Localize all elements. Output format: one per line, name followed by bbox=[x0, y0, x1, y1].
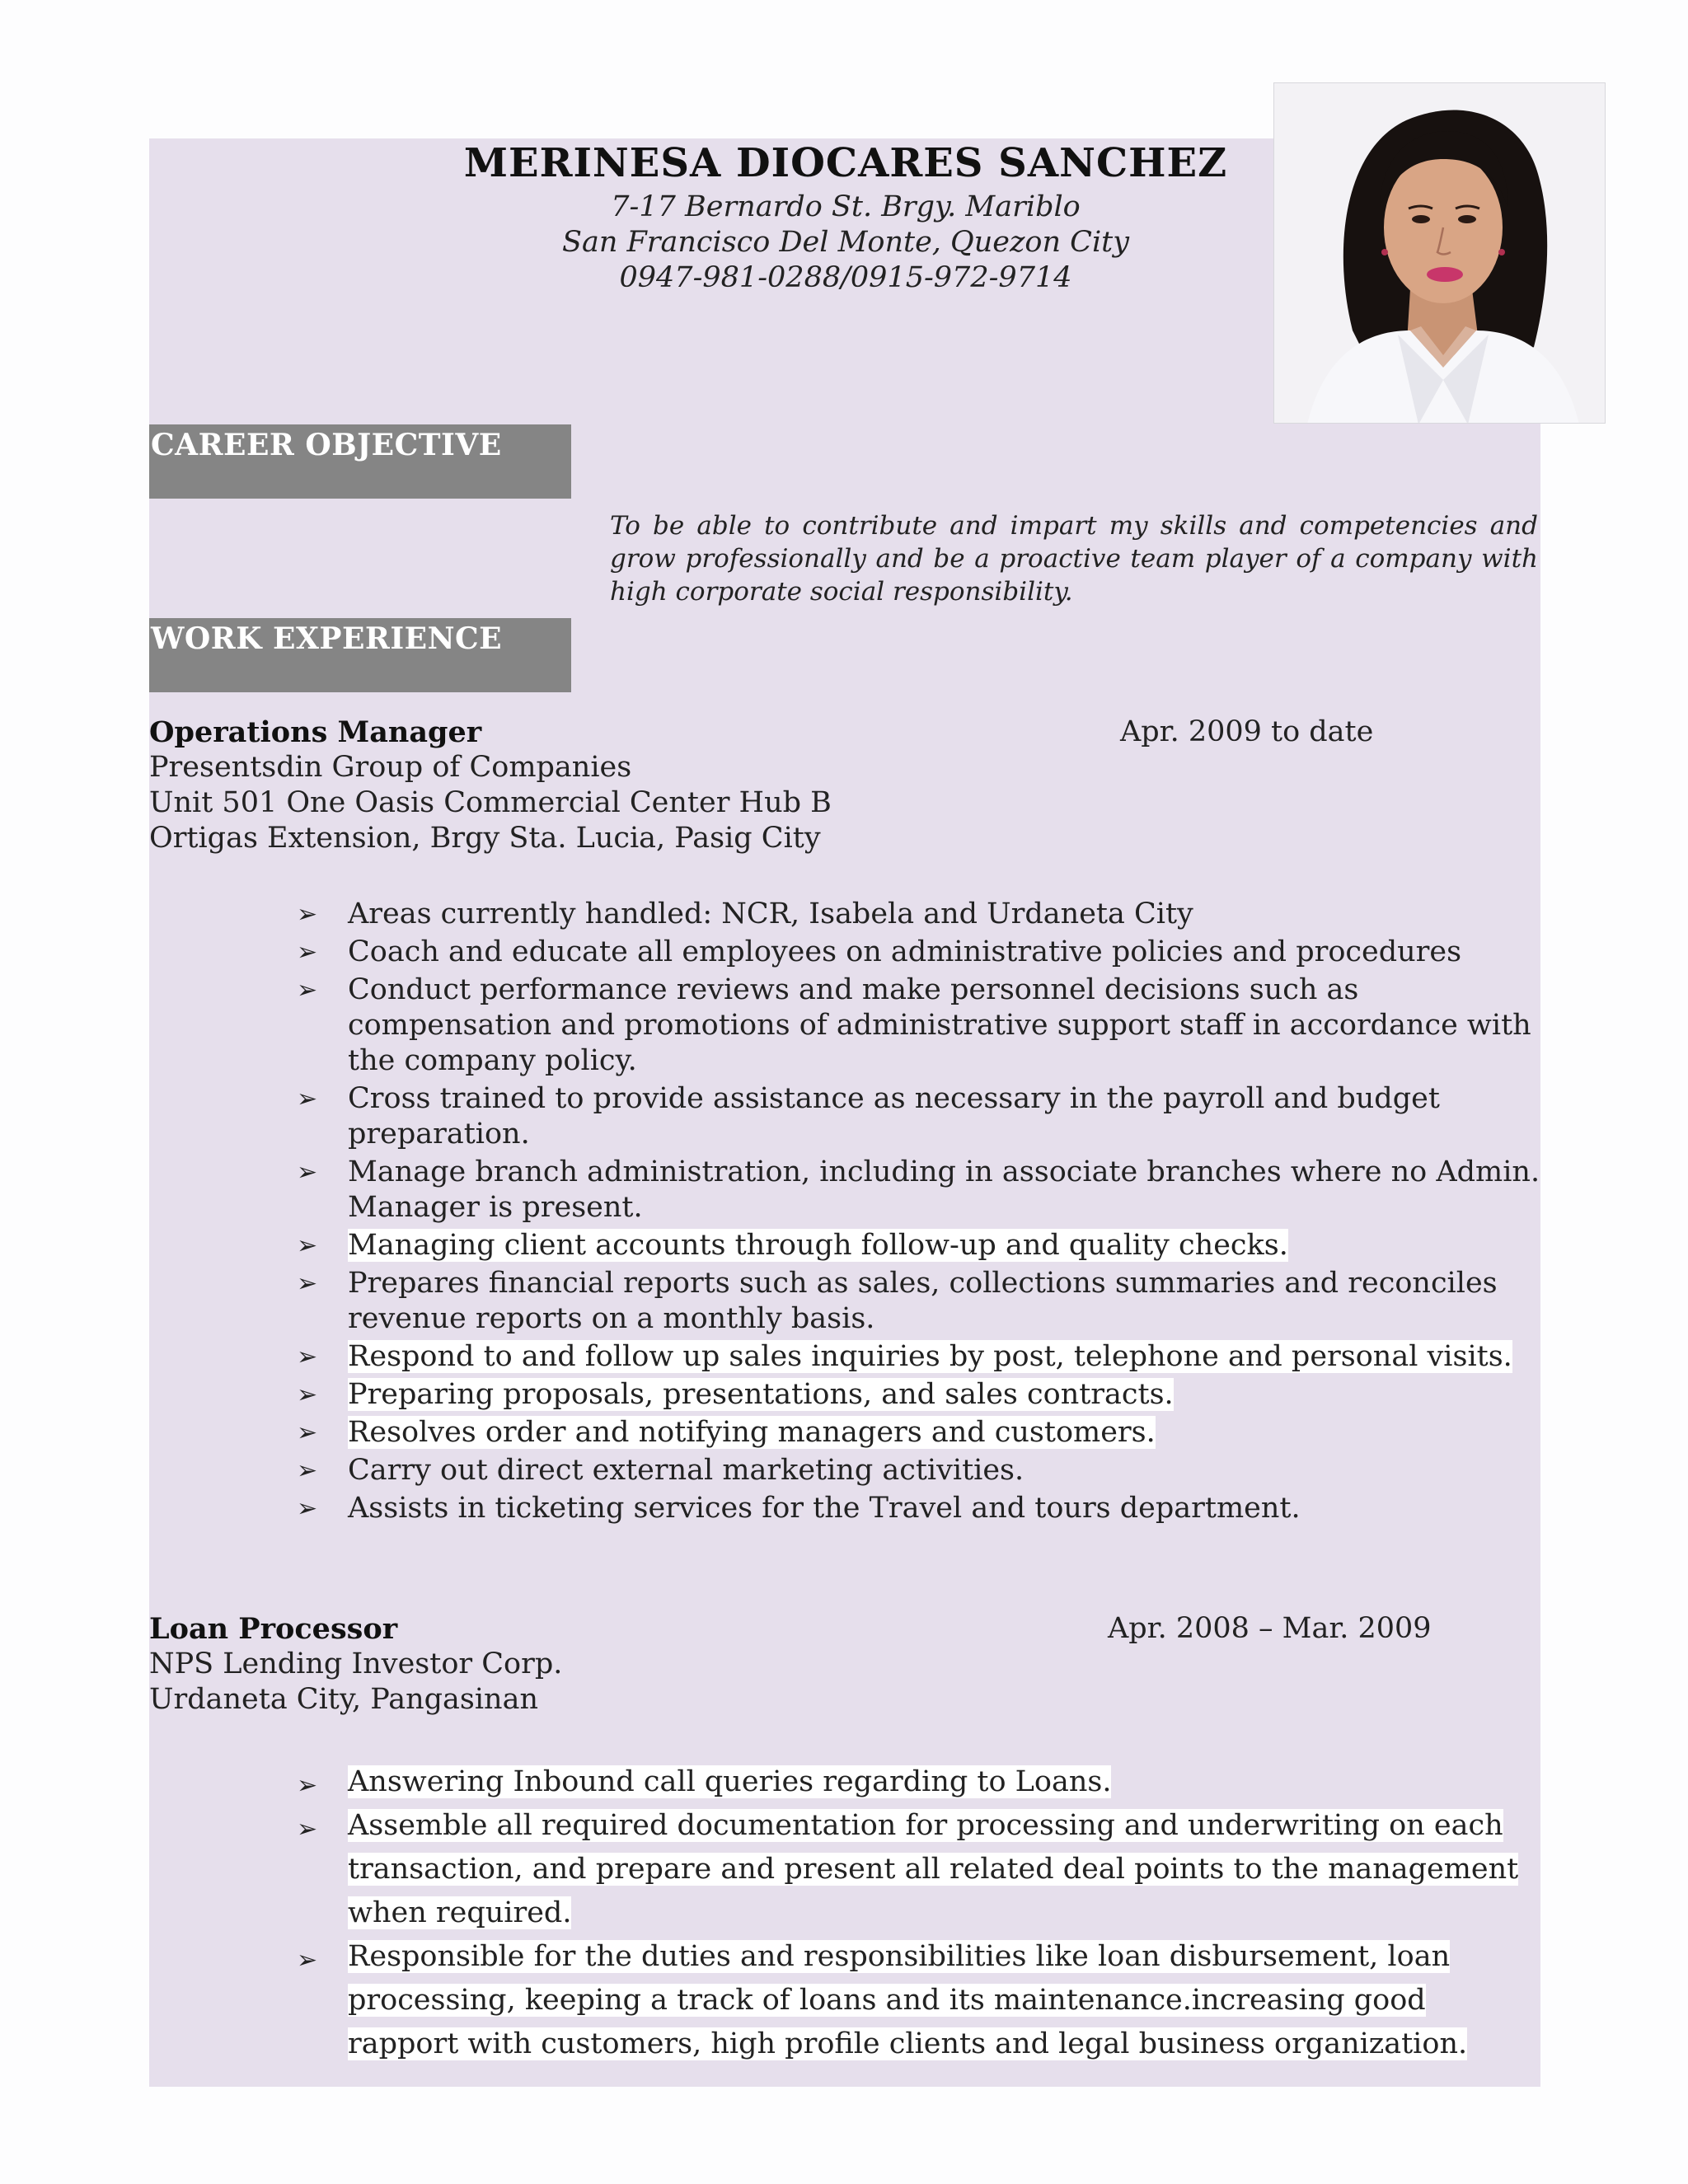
list-item: ➢ Manage branch administration, including in associate branches where no Admin. Manager is present. bbox=[297, 1155, 1540, 1224]
job-title: Loan Processor bbox=[149, 1612, 398, 1646]
job-company: NPS Lending Investor Corp. bbox=[149, 1647, 563, 1680]
list-item: ➢ Assists in ticketing services for the Travel and tours department. bbox=[297, 1492, 1301, 1525]
arrow-bullet-icon: ➢ bbox=[297, 1494, 318, 1523]
job-address-line-1: Unit 501 One Oasis Commercial Center Hub B bbox=[149, 786, 832, 819]
arrow-bullet-icon: ➢ bbox=[297, 1946, 318, 1975]
list-item: ➢ Answering Inbound call queries regarding to Loans. bbox=[297, 1760, 1541, 1804]
job-duties-list bbox=[297, 897, 1541, 1529]
list-item: ➢ Preparing proposals, presentations, and sales contracts. bbox=[297, 1378, 1174, 1411]
list-item: ➢ Coach and educate all employees on administrative policies and procedures bbox=[297, 935, 1462, 968]
job-dates: Apr. 2009 to date bbox=[1120, 715, 1374, 748]
list-item: ➢ Carry out direct external marketing activities. bbox=[297, 1454, 1025, 1487]
list-item: ➢ Respond to and follow up sales inquiries by post, telephone and personal visits. bbox=[297, 1340, 1512, 1373]
work-experience-heading: WORK EXPERIENCE bbox=[149, 618, 571, 692]
address-line-1: 7-17 Bernardo St. Brgy. Mariblo bbox=[611, 190, 1081, 223]
list-item: ➢ Prepares financial reports such as sales, collections summaries and reconciles revenue reports on a monthly basis. bbox=[297, 1267, 1498, 1335]
arrow-bullet-icon: ➢ bbox=[297, 1771, 318, 1800]
arrow-bullet-icon: ➢ bbox=[297, 1418, 318, 1447]
arrow-bullet-icon: ➢ bbox=[297, 1815, 318, 1844]
address-line-2: San Francisco Del Monte, Quezon City bbox=[561, 226, 1129, 259]
job-dates: Apr. 2008 – Mar. 2009 bbox=[1108, 1612, 1432, 1645]
job-duties-list bbox=[297, 1760, 1541, 2066]
job-title: Operations Manager bbox=[149, 715, 482, 749]
job-company: Presentsdin Group of Companies bbox=[149, 751, 632, 784]
job-address-line-2: Ortigas Extension, Brgy Sta. Lucia, Pasig City bbox=[149, 822, 821, 855]
list-item: ➢ Responsible for the duties and responsibilities like loan disbursement, loan processing, keeping a track of loans and its maintenance.increasing good rapport with customers, high profile clients and legal business organization. bbox=[297, 1940, 1468, 2060]
arrow-bullet-icon: ➢ bbox=[297, 1380, 318, 1409]
list-item: ➢ Managing client accounts through follow-up and quality checks. bbox=[297, 1229, 1288, 1262]
arrow-bullet-icon: ➢ bbox=[297, 1085, 318, 1113]
career-objective-heading: CAREER OBJECTIVE bbox=[149, 424, 571, 499]
arrow-bullet-icon: ➢ bbox=[297, 938, 318, 967]
applicant-name: MERINESA DIOCARES SANCHEZ bbox=[463, 140, 1228, 186]
list-item: ➢ Resolves order and notifying managers and customers. bbox=[297, 1416, 1156, 1449]
job-address-line-1: Urdaneta City, Pangasinan bbox=[149, 1683, 538, 1716]
list-item: ➢ Areas currently handled: NCR, Isabela and Urdaneta City bbox=[297, 898, 1193, 930]
list-item: ➢ Conduct performance reviews and make personnel decisions such as compensation and promotions of administrative support staff in accordance with the company policy. bbox=[297, 973, 1531, 1077]
arrow-bullet-icon: ➢ bbox=[297, 900, 318, 929]
arrow-bullet-icon: ➢ bbox=[297, 1456, 318, 1485]
arrow-bullet-icon: ➢ bbox=[297, 1343, 318, 1371]
arrow-bullet-icon: ➢ bbox=[297, 1158, 318, 1187]
arrow-bullet-icon: ➢ bbox=[297, 976, 318, 1005]
list-item: ➢ Cross trained to provide assistance as necessary in the payroll and budget preparation. bbox=[297, 1082, 1440, 1151]
career-objective-text: To be able to contribute and impart my skills and competencies and grow professionally and be a proactive team player of a company with high corporate social responsibility. bbox=[610, 511, 1538, 607]
arrow-bullet-icon: ➢ bbox=[297, 1269, 318, 1298]
phone-numbers: 0947-981-0288/0915-972-9714 bbox=[619, 261, 1072, 294]
arrow-bullet-icon: ➢ bbox=[297, 1231, 318, 1260]
list-item: ➢ Assemble all required documentation for processing and underwriting on each transaction, and prepare and present all related deal points to the management when required. bbox=[297, 1809, 1519, 1929]
